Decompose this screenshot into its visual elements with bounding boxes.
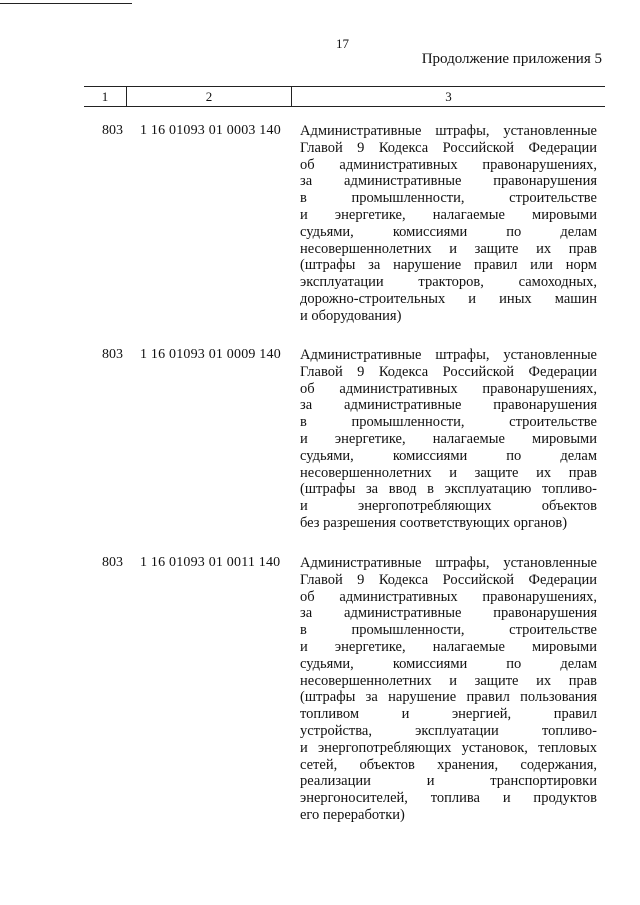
header-col-2: 2 <box>205 89 213 104</box>
description-line: и энергетике, налагаемые мировыми <box>300 638 597 655</box>
description-line: Главой 9 Кодекса Российской Федерации <box>300 571 597 588</box>
description-line: Главой 9 Кодекса Российской Федерации <box>300 363 597 380</box>
description-line: судьями, комиссиями по делам <box>300 447 597 464</box>
description-line: без разрешения соответствующих органов) <box>300 514 568 531</box>
header-col-3: 3 <box>445 89 452 104</box>
description-line: в промышленности, строительстве <box>300 414 597 431</box>
admin-code: 803 <box>102 555 123 570</box>
description-line: несовершеннолетних и защите их прав <box>300 672 597 689</box>
description-line: судьями, комиссиями по делам <box>300 223 597 240</box>
description-line: и энергопотребляющих объектов <box>300 498 597 515</box>
description-line: за административные правонарушения <box>300 605 597 622</box>
description-line: за административные правонарушения <box>300 173 597 190</box>
description-line: и оборудования) <box>300 307 402 324</box>
admin-code: 803 <box>102 347 123 362</box>
row-description <box>300 555 597 824</box>
description-line: Административные штрафы, установленные <box>300 347 597 363</box>
description-line: реализации и транспортировки <box>300 773 597 790</box>
continuation-heading: Продолжение приложения 5 <box>421 51 602 67</box>
description-line: сетей, объектов хранения, содержания, <box>300 756 597 773</box>
description-line: Главой 9 Кодекса Российской Федерации <box>300 139 597 156</box>
description-line: и энергетике, налагаемые мировыми <box>300 430 597 447</box>
description-line: его переработки) <box>300 806 405 823</box>
header-col-1: 1 <box>101 89 109 104</box>
page-number: 17 <box>336 36 349 51</box>
description-line: и энергетике, налагаемые мировыми <box>300 206 597 223</box>
description-line: об административных правонарушениях, <box>300 588 597 605</box>
admin-code: 803 <box>102 123 123 138</box>
table-header <box>84 86 605 107</box>
description-line: (штрафы за ввод в эксплуатацию топливо- <box>300 481 597 498</box>
description-line: дорожно-строительных и иных машин <box>300 290 597 307</box>
budget-classification-code: 1 16 01093 01 0003 140 <box>140 123 281 138</box>
description-line: топливом и энергией, правил <box>300 706 597 723</box>
description-line: за административные правонарушения <box>300 397 597 414</box>
budget-classification-code: 1 16 01093 01 0011 140 <box>140 555 281 570</box>
description-line: (штрафы за нарушение правил или норм <box>300 257 597 274</box>
description-line: несовершеннолетних и защите их прав <box>300 464 597 481</box>
description-line: в промышленности, строительстве <box>300 622 597 639</box>
description-line: Административные штрафы, установленные <box>300 123 597 139</box>
description-line: об административных правонарушениях, <box>300 156 597 173</box>
row-description <box>300 347 597 532</box>
description-line: устройства, эксплуатации топливо- <box>300 722 597 739</box>
description-line: энергоносителей, топлива и продуктов <box>300 790 597 807</box>
budget-classification-code: 1 16 01093 01 0009 140 <box>140 347 281 362</box>
description-line: и энергопотребляющих установок, тепловых <box>300 739 597 756</box>
description-line: в промышленности, строительстве <box>300 190 597 207</box>
description-line: судьями, комиссиями по делам <box>300 655 597 672</box>
row-description <box>300 123 597 325</box>
description-line: эксплуатации тракторов, самоходных, <box>300 274 597 291</box>
top-rule <box>0 3 132 4</box>
description-line: несовершеннолетних и защите их прав <box>300 240 597 257</box>
description-line: об административных правонарушениях, <box>300 380 597 397</box>
description-line: (штрафы за нарушение правил пользования <box>300 689 597 706</box>
description-line: Административные штрафы, установленные <box>300 555 597 571</box>
